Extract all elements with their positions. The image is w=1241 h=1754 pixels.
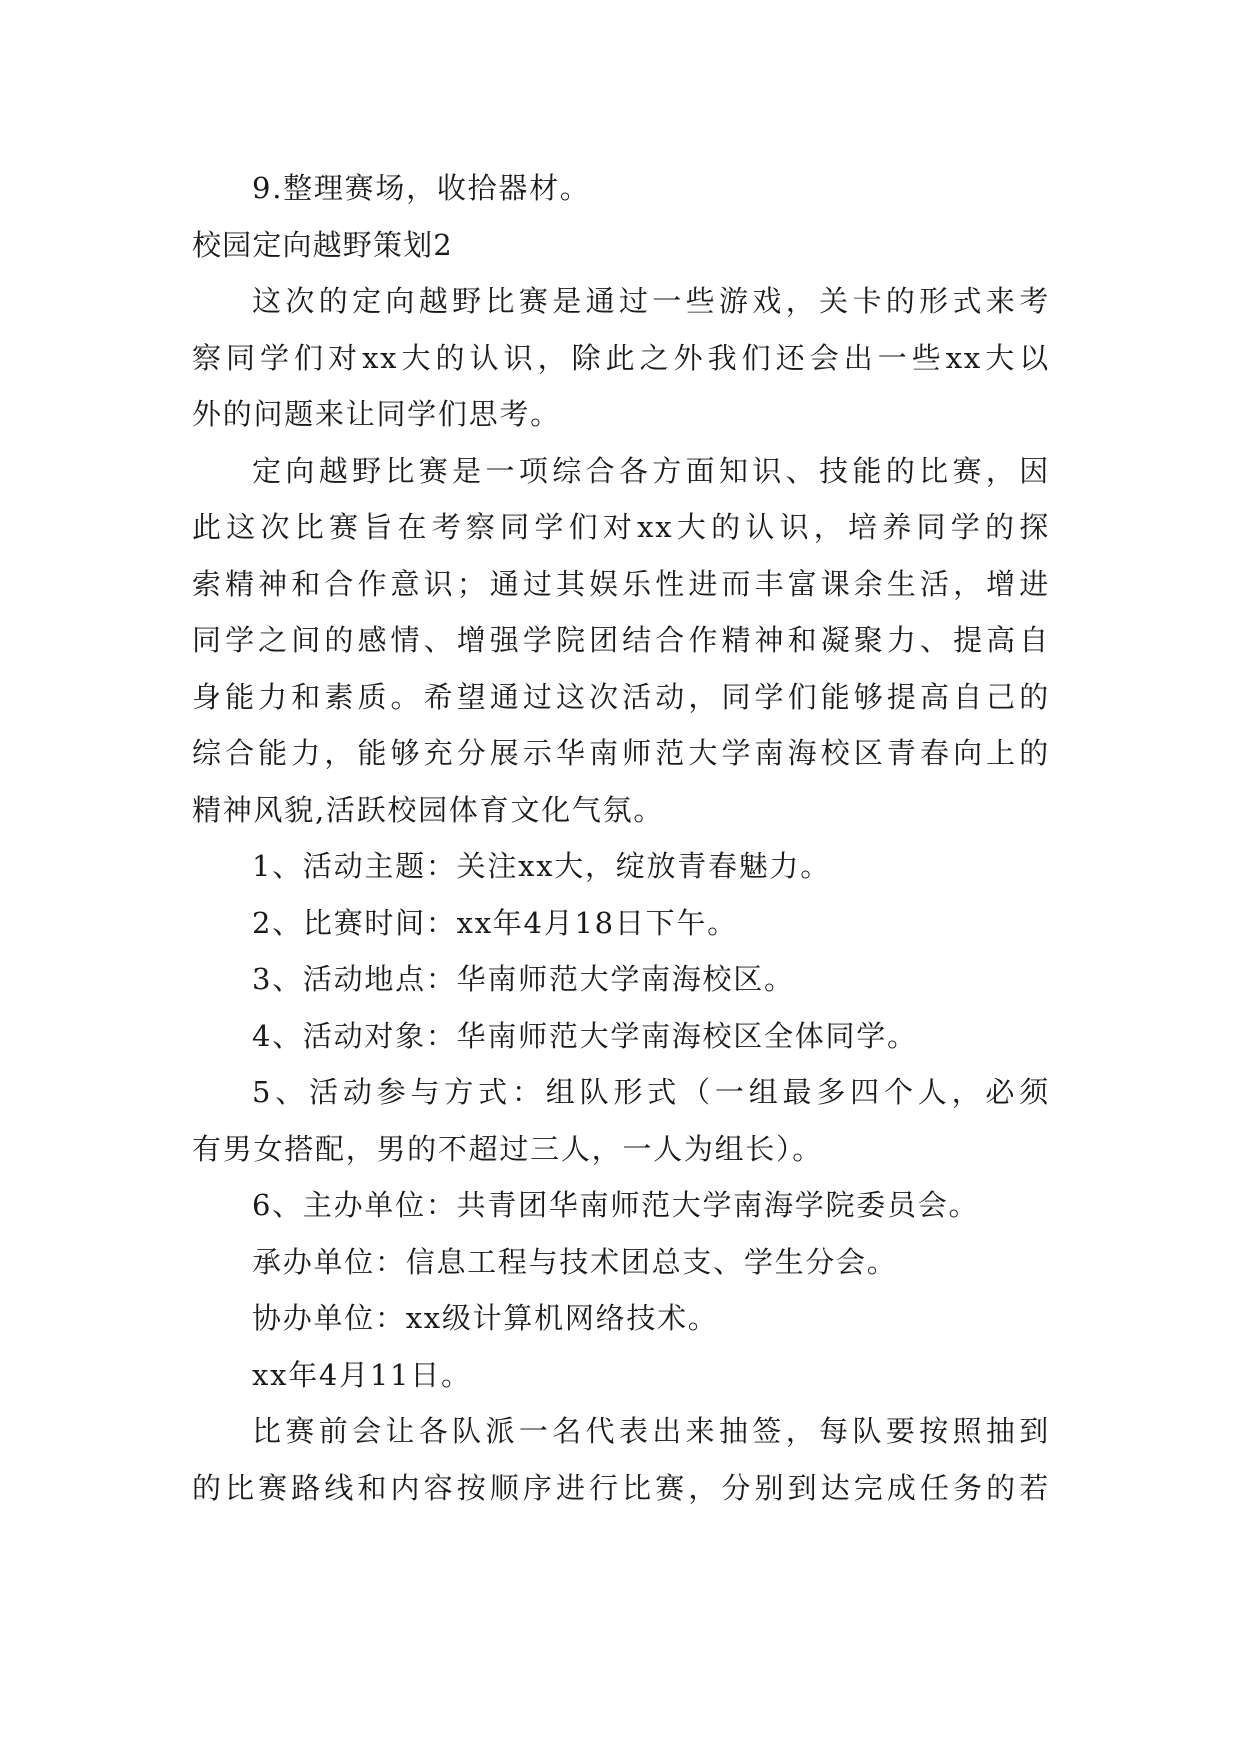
text-line: 身能力和素质。希望通过这次活动，同学们能够提高自己的 <box>192 679 1050 714</box>
text-line: 承办单位：信息工程与技术团总支、学生分会。 <box>252 1244 898 1279</box>
text-line: 4、活动对象：华南师范大学南海校区全体同学。 <box>252 1018 918 1053</box>
text-line: 这次的定向越野比赛是通过一些游戏，关卡的形式来考 <box>252 284 1050 318</box>
text-line: 2、比赛时间：xx年4月18日下午。 <box>252 905 738 940</box>
text-line: 比赛前会让各队派一名代表出来抽签，每队要按照抽到 <box>252 1414 1050 1448</box>
text-line: 5、活动参与方式：组队形式（一组最多四个人，必须 <box>252 1075 1050 1109</box>
text-line: 察同学们对xx大的认识，除此之外我们还会出一些xx大以 <box>192 340 1050 375</box>
text-line: xx年4月11日。 <box>252 1357 472 1392</box>
text-line: 3、活动地点：华南师范大学南海校区。 <box>252 962 795 996</box>
text-line: 同学之间的感情、增强学院团结合作精神和凝聚力、提高自 <box>192 623 1050 657</box>
text-line: 综合能力，能够充分展示华南师范大学南海校区青春向上的 <box>192 736 1050 770</box>
text-line: 1、活动主题：关注xx大，绽放青春魅力。 <box>252 849 831 883</box>
text-line: 外的问题来让同学们思考。 <box>192 397 561 431</box>
document-page <box>192 160 1050 1516</box>
text-line: 索精神和合作意识；通过其娱乐性进而丰富课余生活，增进 <box>192 566 1050 601</box>
text-line: 有男女搭配，男的不超过三人，一人为组长）。 <box>192 1131 824 1166</box>
text-line: 9.整理赛场，收拾器材。 <box>252 171 591 205</box>
text-line: 精神风貌,活跃校园体育文化气氛。 <box>192 792 665 827</box>
text-line: 定向越野比赛是一项综合各方面知识、技能的比赛，因 <box>252 453 1050 488</box>
text-line: 协办单位：xx级计算机网络技术。 <box>252 1301 719 1335</box>
text-line: 6、主办单位：共青团华南师范大学南海学院委员会。 <box>252 1188 980 1222</box>
text-line: 的比赛路线和内容按顺序进行比赛，分别到达完成任务的若 <box>192 1470 1050 1505</box>
text-line: 此这次比赛旨在考察同学们对xx大的认识，培养同学的探 <box>192 510 1050 544</box>
section-heading: 校园定向越野策划2 <box>192 227 453 262</box>
